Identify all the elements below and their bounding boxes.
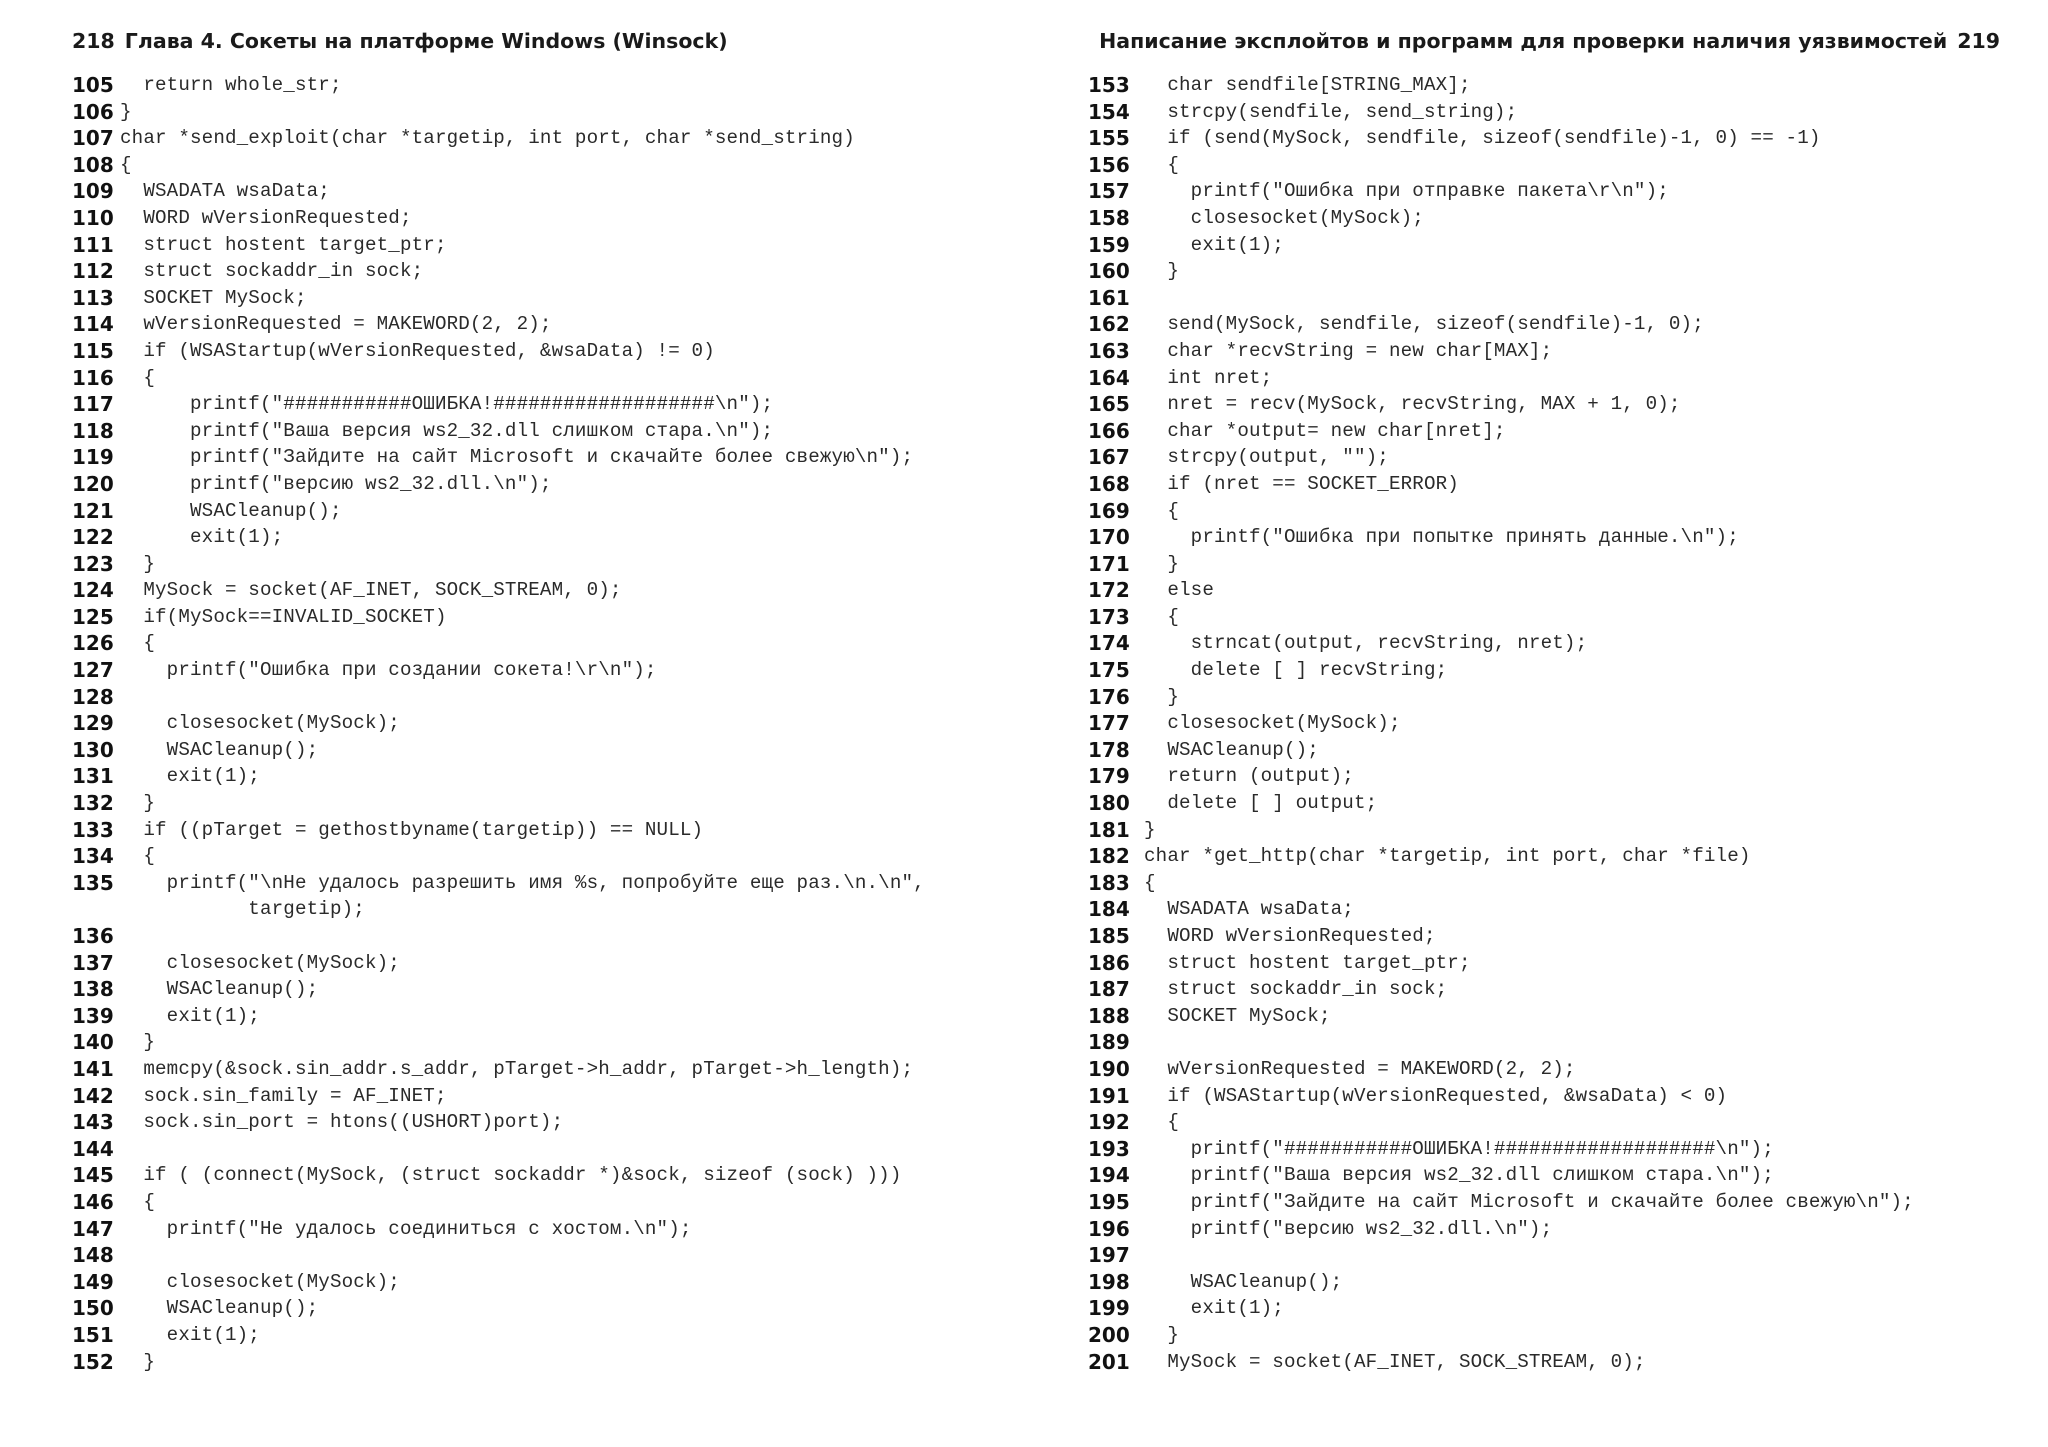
code-text: WSACleanup(); [1144,738,1319,761]
code-text: { [1144,153,1179,176]
code-text: if (send(MySock, sendfile, sizeof(sendfile)-1, 0) == -1) [1144,127,1821,150]
code-text: { [120,845,155,868]
code-text: } [1144,685,1179,708]
line-number: 158 [1088,205,1130,230]
line-number: 128 [72,684,114,709]
line-number: 133 [72,817,114,842]
code-text: closesocket(MySock); [1144,712,1401,735]
left-page-number: 218 [72,29,115,53]
line-number: 185 [1088,924,1130,948]
code-text: } [1144,1323,1179,1346]
code-text: char *output= new char[nret]; [1144,419,1506,442]
line-number: 175 [1088,658,1130,683]
line-number: 124 [72,578,114,603]
code-text: else [1144,579,1214,602]
line-number: 122 [72,525,114,550]
code-text: } [120,552,155,575]
right-running-head [1099,29,2000,53]
line-number: 193 [1088,1136,1130,1161]
code-text: } [120,1031,155,1054]
code-text: send(MySock, sendfile, sizeof(sendfile)-1, 0); [1144,313,1704,336]
line-number: 127 [72,658,114,683]
code-text: struct sockaddr_in sock; [120,260,424,283]
code-text: closesocket(MySock); [120,712,400,735]
code-text: { [1144,1111,1179,1134]
line-number: 162 [1088,312,1130,337]
left-running-head [72,29,728,53]
code-text: SOCKET MySock; [120,286,307,309]
code-text: struct hostent target_ptr; [1144,951,1471,974]
code-text: exit(1); [120,526,284,549]
code-text-continuation: targetip); [120,898,365,921]
code-text: WSACleanup(); [1144,1270,1343,1293]
code-text: { [1144,871,1156,894]
line-number: 149 [72,1269,114,1294]
code-text: sock.sin_port = htons((USHORT)port); [120,1111,564,1134]
line-number: 168 [1088,471,1130,496]
code-text: printf("версию ws2_32.dll.\n"); [120,472,552,495]
code-text: struct sockaddr_in sock; [1144,978,1448,1001]
line-number: 184 [1088,897,1130,922]
line-number: 106 [72,99,114,124]
line-number: 176 [1088,684,1130,709]
line-number: 119 [72,445,114,470]
line-number: 111 [72,232,114,257]
line-number: 167 [1088,445,1130,470]
code-text: if ((pTarget = gethostbyname(targetip)) == NULL) [120,818,704,841]
line-number: 171 [1088,551,1130,576]
code-text: { [120,153,132,176]
code-text: closesocket(MySock); [120,951,400,974]
line-number: 110 [72,205,114,230]
code-text: { [1144,605,1179,628]
code-text: exit(1); [1144,1297,1284,1320]
code-text: if(MySock==INVALID_SOCKET) [120,605,447,628]
line-number: 105 [72,73,114,97]
line-number: 187 [1088,977,1130,1002]
code-text: MySock = socket(AF_INET, SOCK_STREAM, 0); [1144,1350,1646,1373]
line-number: 150 [72,1296,114,1321]
line-number: 147 [72,1216,114,1241]
line-number: 125 [72,604,114,629]
line-number: 190 [1088,1056,1130,1081]
line-number: 200 [1088,1322,1130,1347]
line-number: 177 [1088,711,1130,736]
right-section-title: Написание эксплойтов и программ для проверки наличия уязвимостей [1099,29,1948,53]
line-number: 196 [1088,1216,1130,1241]
line-number: 174 [1088,631,1130,656]
code-text: exit(1); [1144,233,1284,256]
code-text: exit(1); [120,765,260,788]
line-number: 201 [1088,1349,1130,1374]
right-page-number: 219 [1957,29,2000,53]
line-number: 156 [1088,152,1130,177]
line-number: 136 [72,924,114,948]
line-number: 107 [72,126,114,151]
code-text: if (nret == SOCKET_ERROR) [1144,472,1459,495]
code-text: } [120,100,132,123]
code-text: { [1144,499,1179,522]
line-number: 161 [1088,285,1130,310]
code-text: } [1144,552,1179,575]
code-text: if ( (connect(MySock, (struct sockaddr *)&sock, sizeof (sock) ))) [120,1164,902,1187]
line-number: 153 [1088,73,1130,97]
code-text: } [1144,260,1179,283]
line-number: 115 [72,338,114,363]
code-text: WSACleanup(); [120,1297,319,1320]
code-text: printf("Не удалось соединиться с хостом.\n"); [120,1217,692,1240]
line-number: 142 [72,1083,114,1108]
code-text: WSADATA wsaData; [120,180,330,203]
code-text: strcpy(sendfile, send_string); [1144,100,1518,123]
line-number: 198 [1088,1269,1130,1294]
line-number: 157 [1088,179,1130,204]
code-text: char *recvString = new char[MAX]; [1144,339,1553,362]
line-number: 118 [72,418,114,443]
code-text: } [120,792,155,815]
code-text: printf("###########ОШИБКА!###################\n"); [120,393,774,416]
line-number: 180 [1088,791,1130,816]
code-text: WORD wVersionRequested; [120,206,412,229]
line-number: 192 [1088,1110,1130,1135]
line-number: 138 [72,977,114,1002]
line-number: 164 [1088,365,1130,390]
line-number: 159 [1088,232,1130,257]
line-number: 131 [72,764,114,789]
code-text: closesocket(MySock); [1144,206,1424,229]
code-text: printf("###########ОШИБКА!###################\n"); [1144,1137,1774,1160]
line-number: 195 [1088,1189,1130,1214]
code-text: strcpy(output, ""); [1144,446,1389,469]
line-number: 109 [72,179,114,204]
code-text: } [1144,818,1156,841]
code-text: wVersionRequested = MAKEWORD(2, 2); [120,313,552,336]
line-number: 143 [72,1110,114,1135]
code-text: wVersionRequested = MAKEWORD(2, 2); [1144,1057,1576,1080]
code-text: printf("Ошибка при отправке пакета\r\n"); [1144,180,1669,203]
line-number: 194 [1088,1163,1130,1188]
code-text: } [120,1350,155,1373]
line-number: 182 [1088,844,1130,869]
line-number: 181 [1088,817,1130,842]
code-text: exit(1); [120,1004,260,1027]
line-number: 139 [72,1003,114,1028]
line-number: 169 [1088,498,1130,523]
code-text: WORD wVersionRequested; [1144,925,1436,947]
code-text: closesocket(MySock); [120,1270,400,1293]
line-number: 108 [72,152,114,177]
code-text: printf("Зайдите на сайт Microsoft и скачайте более свежую\n"); [1144,1190,1914,1213]
line-number: 117 [72,392,114,417]
line-number: 165 [1088,392,1130,417]
code-text: int nret; [1144,366,1273,389]
code-text: return (output); [1144,765,1354,788]
line-number: 144 [72,1136,114,1161]
code-text: char *send_exploit(char *targetip, int port, char *send_string) [120,127,855,150]
line-number: 189 [1088,1030,1130,1055]
line-number: 116 [72,365,114,390]
line-number: 112 [72,259,114,284]
code-text: printf("\nНе удалось разрешить имя %s, попробуйте еще раз.\n.\n", [120,871,925,894]
line-number: 141 [72,1056,114,1081]
line-number: 179 [1088,764,1130,789]
line-number: 120 [72,471,114,496]
line-number: 154 [1088,99,1130,124]
line-number: 186 [1088,950,1130,975]
line-number: 191 [1088,1083,1130,1108]
code-text: printf("версию ws2_32.dll.\n"); [1144,1217,1553,1240]
code-text: MySock = socket(AF_INET, SOCK_STREAM, 0); [120,579,622,602]
line-number: 135 [72,870,114,895]
line-number: 140 [72,1030,114,1055]
line-number: 126 [72,631,114,656]
line-number: 197 [1088,1243,1130,1268]
line-number: 130 [72,737,114,762]
left-chapter-title: Глава 4. Сокеты на платформе Windows (Winsock) [124,29,728,53]
code-text: strncat(output, recvString, nret); [1144,632,1588,655]
line-number: 170 [1088,525,1130,550]
line-number: 121 [72,498,114,523]
code-text: printf("Ошибка при создании сокета!\r\n"); [120,659,657,682]
line-number: 148 [72,1243,114,1268]
code-text: char sendfile[STRING_MAX]; [1144,74,1471,96]
line-number: 129 [72,711,114,736]
line-number: 113 [72,285,114,310]
code-text: WSADATA wsaData; [1144,898,1354,921]
line-number: 172 [1088,578,1130,603]
code-text: char *get_http(char *targetip, int port, char *file) [1144,845,1751,868]
code-text: nret = recv(MySock, recvString, MAX + 1, 0); [1144,393,1681,416]
code-text: { [120,632,155,655]
code-text: printf("Зайдите на сайт Microsoft и скачайте более свежую\n"); [120,446,914,469]
code-text: WSACleanup(); [120,978,319,1001]
line-number: 199 [1088,1296,1130,1321]
code-text: { [120,366,155,389]
line-number: 173 [1088,604,1130,629]
line-number: 146 [72,1189,114,1214]
line-number: 163 [1088,338,1130,363]
code-text: struct hostent target_ptr; [120,233,447,256]
code-text: WSACleanup(); [120,738,319,761]
line-number: 132 [72,791,114,816]
code-text: SOCKET MySock; [1144,1004,1331,1027]
code-text: { [120,1190,155,1213]
code-text: sock.sin_family = AF_INET; [120,1084,447,1107]
code-text: if (WSAStartup(wVersionRequested, &wsaData) < 0) [1144,1084,1728,1107]
code-text: delete [ ] recvString; [1144,659,1448,682]
code-text: delete [ ] output; [1144,792,1378,815]
code-text: printf("Ваша версия ws2_32.dll слишком стара.\n"); [120,419,774,442]
line-number: 178 [1088,737,1130,762]
code-text: memcpy(&sock.sin_addr.s_addr, pTarget->h_addr, pTarget->h_length); [120,1057,914,1080]
line-number: 134 [72,844,114,869]
line-number: 123 [72,551,114,576]
code-text: if (WSAStartup(wVersionRequested, &wsaData) != 0) [120,339,715,362]
line-number: 145 [72,1163,114,1188]
line-number: 183 [1088,870,1130,895]
line-number: 160 [1088,259,1130,284]
right-page [1024,0,2048,1447]
line-number: 151 [72,1322,114,1347]
line-number: 114 [72,312,114,337]
code-text: WSACleanup(); [120,499,342,522]
line-number: 188 [1088,1003,1130,1028]
code-text: printf("Ваша версия ws2_32.dll слишком стара.\n"); [1144,1164,1774,1187]
code-text: printf("Ошибка при попытке принять данные.\n"); [1144,526,1739,549]
code-text: return whole_str; [120,74,342,96]
line-number: 155 [1088,126,1130,151]
line-number: 137 [72,950,114,975]
code-text: exit(1); [120,1323,260,1346]
line-number: 166 [1088,418,1130,443]
line-number: 152 [72,1349,114,1374]
